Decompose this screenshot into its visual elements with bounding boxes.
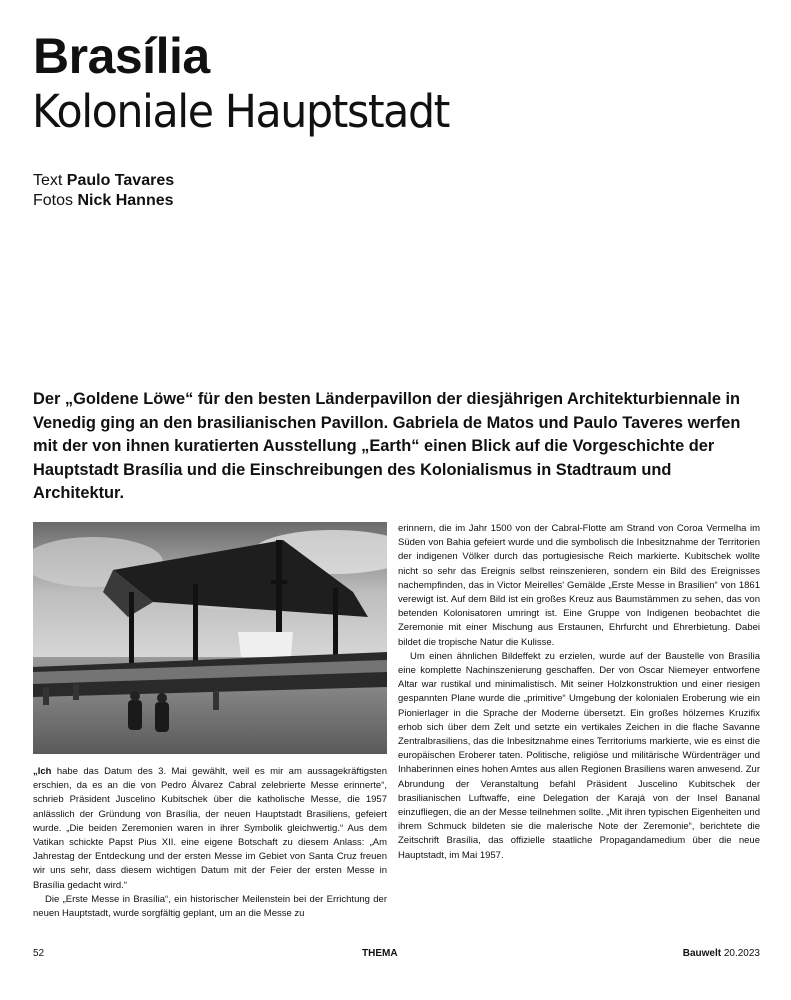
author-name: Paulo Tavares (66, 172, 175, 189)
magazine-name: Bauwelt (682, 948, 722, 959)
section-label: THEMA (362, 948, 398, 959)
page-subtitle: Koloniale Hauptstadt (32, 85, 450, 138)
body-column-left (33, 765, 387, 921)
body-paragraph: erinnern, die im Jahr 1500 von der Cabral-Flotte am Strand von Coroa Vermelha im Süden von Bahia gefeiert wurde und die symbolisch die Inbesitznahme der Territorien der indigenen Völker durch das portugiesische Reich markierte. Kubitschek wollte nicht so sehr das Ereignis selbst reinszenieren, sondern ein Bild des Ereignisses nachempfinden, das in Victor Meirelles' Gemälde „Erste Messe in Brasilien“ von 1861 verewigt ist. Auf dem Bild ist ein großes Kreuz aus Baumstämmen zu sehen, das von betenden Kolonisatoren umringt ist. Eine Gruppe von Indigenen beobachtet die Zeremonie mit einer Mischung aus Erstaunen, Ehrfurcht und Ehrerbietung. Dabei bildet die tropische Natur die Kulisse. (398, 523, 760, 648)
body-column-right (398, 522, 760, 863)
page-number: 52 (33, 948, 45, 959)
page-title: Brasília (33, 28, 210, 84)
paragraph-text: habe das Datum des 3. Mai gewählt, weil es mir am aussagekräftigsten erschien, da es an die von Pedro Álvarez Cabral zelebrierte Messe erinnerte“, schrieb Präsident Juscelino Kubitschek über die katholische Messe, die 1957 anlässlich der Gründung von Brasília, der neuen Hauptstadt Brasiliens, gefeiert wurde. „Die beiden Zeremonien waren in ihrer Symbolik gleichwertig.“ Aus dem Vatikan schickte Papst Pius XII. eine eigene Botschaft zu diesem Anlass: „Am Jahrestag der Entdeckung und der ersten Messe im Gebiet von Santa Cruz freuen wir uns sehr, dass diesem wichtigen Datum mit der Feier der ersten Messe in Brasília gedacht wird.“ (33, 766, 387, 891)
body-paragraph (33, 765, 387, 893)
photographer-credit (33, 191, 174, 211)
credits (33, 171, 174, 211)
lead-paragraph: Der „Goldene Löwe“ für den besten Länderpavillon der diesjährigen Architekturbiennale in Venedig ging an den brasilianischen Pavillon. Gabriela de Matos und Paulo Taveres werfen mit der von ihnen kuratierten Ausstellung „Earth“ einen Blick auf die Vorgeschichte der Hauptstadt Brasília und die Einschreibungen des Kolonialismus in Stadtraum und Architektur. (33, 390, 741, 502)
photographer-role: Fotos (33, 192, 74, 209)
author-role: Text (33, 172, 63, 189)
issue-number: 20.2023 (723, 948, 760, 959)
photographer-name: Nick Hannes (77, 192, 174, 209)
author-credit (33, 171, 174, 191)
magazine-issue (683, 948, 760, 960)
lead-word: „Ich (33, 766, 52, 777)
body-paragraph: Die „Erste Messe in Brasília“, ein historischer Meilenstein bei der Errichtung der neuen Hauptstadt, wurde sorgfältig geplant, um an die Messe zu (33, 893, 387, 920)
ceremony-photo (33, 522, 387, 754)
body-paragraph: Um einen ähnlichen Bildeffekt zu erzielen, wurde auf der Baustelle von Brasília eine komplette Nachinszenierung geschaffen. Der von Oscar Niemeyer entworfene Altar war rustikal und minimalistisch. Mit seiner Holzkonstruktion und einer riesigen gespannten Plane wurde die „primitive“ Umgebung der kolonialen Eroberung wie ein Pionierlager in die Sprache der Moderne übersetzt. Ein großes hölzernes Kruzifix erhob sich über dem Zelt und setzte ein vertikales Zeichen in die flache Savanne Zentralbrasiliens, das die Inbesitznahme eines Territoriums markierte, wie es einst die europäischen Eroberer taten. Politische, religiöse und militärische Würdenträger und Inhaberinnen eines hohen Amtes aus allen Regionen Brasiliens waren anwesend. Zur Abrundung der Veranstaltung befahl Präsident Juscelino Kubitschek der brasilianischen Luftwaffe, eine Delegation der Karajá von der Insel Bananal einzufliegen, die an der Messe teilnehmen sollte. „Mit ihren typischen Eigenheiten und ihrem Schmuck bildeten sie die malerische Note der Zeremonie“, berichtete die Zeitschrift Brasília, das offizielle staatliche Propagandamedium über die neue Hauptstadt, im Mai 1957. (398, 650, 760, 861)
